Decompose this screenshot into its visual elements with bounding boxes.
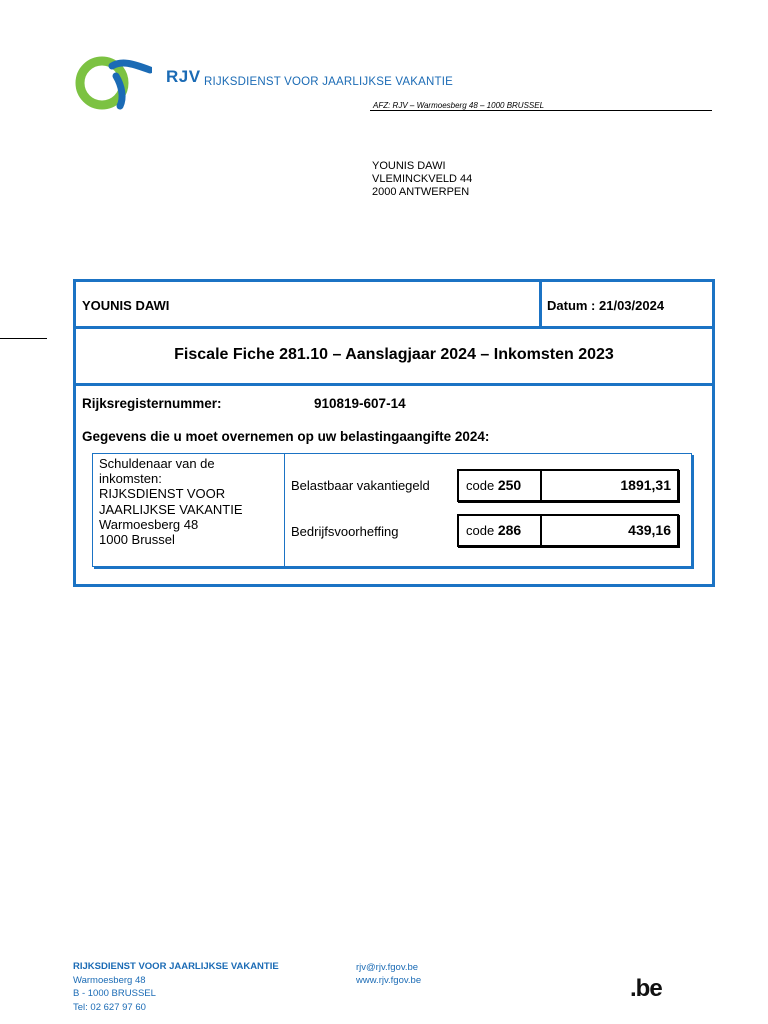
brand-abbreviation: RJV bbox=[166, 67, 201, 86]
holiday-pay-amount: 1891,31 bbox=[620, 477, 671, 493]
sender-underline bbox=[370, 110, 712, 111]
divider bbox=[284, 454, 285, 566]
debtor-info bbox=[99, 456, 243, 547]
fiche-date: Datum : 21/03/2024 bbox=[547, 298, 665, 313]
footer-address-line: B - 1000 BRUSSEL bbox=[73, 988, 156, 1000]
debtor-line: RIJKSDIENST VOOR bbox=[99, 486, 226, 502]
code-cell bbox=[459, 516, 542, 545]
taxpayer-name: YOUNIS DAWI bbox=[82, 298, 170, 313]
code-prefix: code bbox=[466, 478, 495, 493]
footer-organization: RIJKSDIENST VOOR JAARLIJKSE VAKANTIE bbox=[73, 961, 279, 972]
withholding-tax-code-box bbox=[457, 514, 679, 547]
debtor-line: Warmoesberg 48 bbox=[99, 516, 199, 532]
recipient-street: VLEMINCKVELD 44 bbox=[372, 173, 473, 185]
rjv-logo-icon bbox=[72, 54, 152, 112]
fold-mark bbox=[0, 338, 47, 339]
holiday-pay-code-box bbox=[457, 469, 679, 502]
debtor-line: Schuldenaar van de bbox=[99, 456, 215, 471]
fiche-title: Fiscale Fiche 281.10 – Aanslagjaar 2024 – Inkomsten 2023 bbox=[174, 346, 614, 363]
belgian-government-logo: .be bbox=[630, 975, 662, 1002]
footer-contact bbox=[356, 962, 421, 987]
withholding-tax-amount: 439,16 bbox=[628, 522, 671, 538]
withholding-tax-label: Bedrijfsvoorheffing bbox=[291, 524, 399, 539]
divider bbox=[539, 282, 542, 326]
rrn-value: 910819-607-14 bbox=[314, 396, 406, 411]
debtor-line: JAARLIJKSE VAKANTIE bbox=[99, 501, 243, 517]
income-details-table bbox=[92, 453, 692, 567]
divider bbox=[76, 383, 712, 386]
divider bbox=[76, 326, 712, 329]
footer-address-line: Warmoesberg 48 bbox=[73, 975, 146, 986]
code-cell bbox=[459, 471, 542, 500]
sender-address: AFZ: RJV – Warmoesberg 48 – 1000 BRUSSEL bbox=[373, 101, 545, 110]
footer-email-link[interactable]: rjv@rjv.fgov.be bbox=[356, 962, 419, 973]
brand-name: RIJKSDIENST VOOR JAARLIJKSE VAKANTIE bbox=[204, 76, 453, 88]
recipient-name: YOUNIS DAWI bbox=[372, 160, 446, 172]
footer-phone: Tel: 02 627 97 60 bbox=[73, 1001, 146, 1013]
recipient-city: 2000 ANTWERPEN bbox=[372, 186, 470, 198]
debtor-line: inkomsten: bbox=[99, 471, 162, 487]
code-number: 250 bbox=[497, 477, 522, 493]
fiscal-fiche-box bbox=[73, 279, 715, 587]
footer-website-link[interactable]: www.rjv.fgov.be bbox=[356, 974, 422, 986]
code-number: 286 bbox=[497, 522, 522, 538]
footer-address bbox=[73, 974, 156, 1014]
instruction-text: Gegevens die u moet overnemen op uw belastingaangifte 2024: bbox=[82, 429, 490, 444]
debtor-line: 1000 Brussel bbox=[99, 532, 175, 548]
recipient-address bbox=[372, 160, 472, 199]
rrn-label: Rijksregisternummer: bbox=[82, 396, 222, 411]
holiday-pay-label: Belastbaar vakantiegeld bbox=[291, 478, 430, 493]
code-prefix: code bbox=[466, 523, 495, 538]
